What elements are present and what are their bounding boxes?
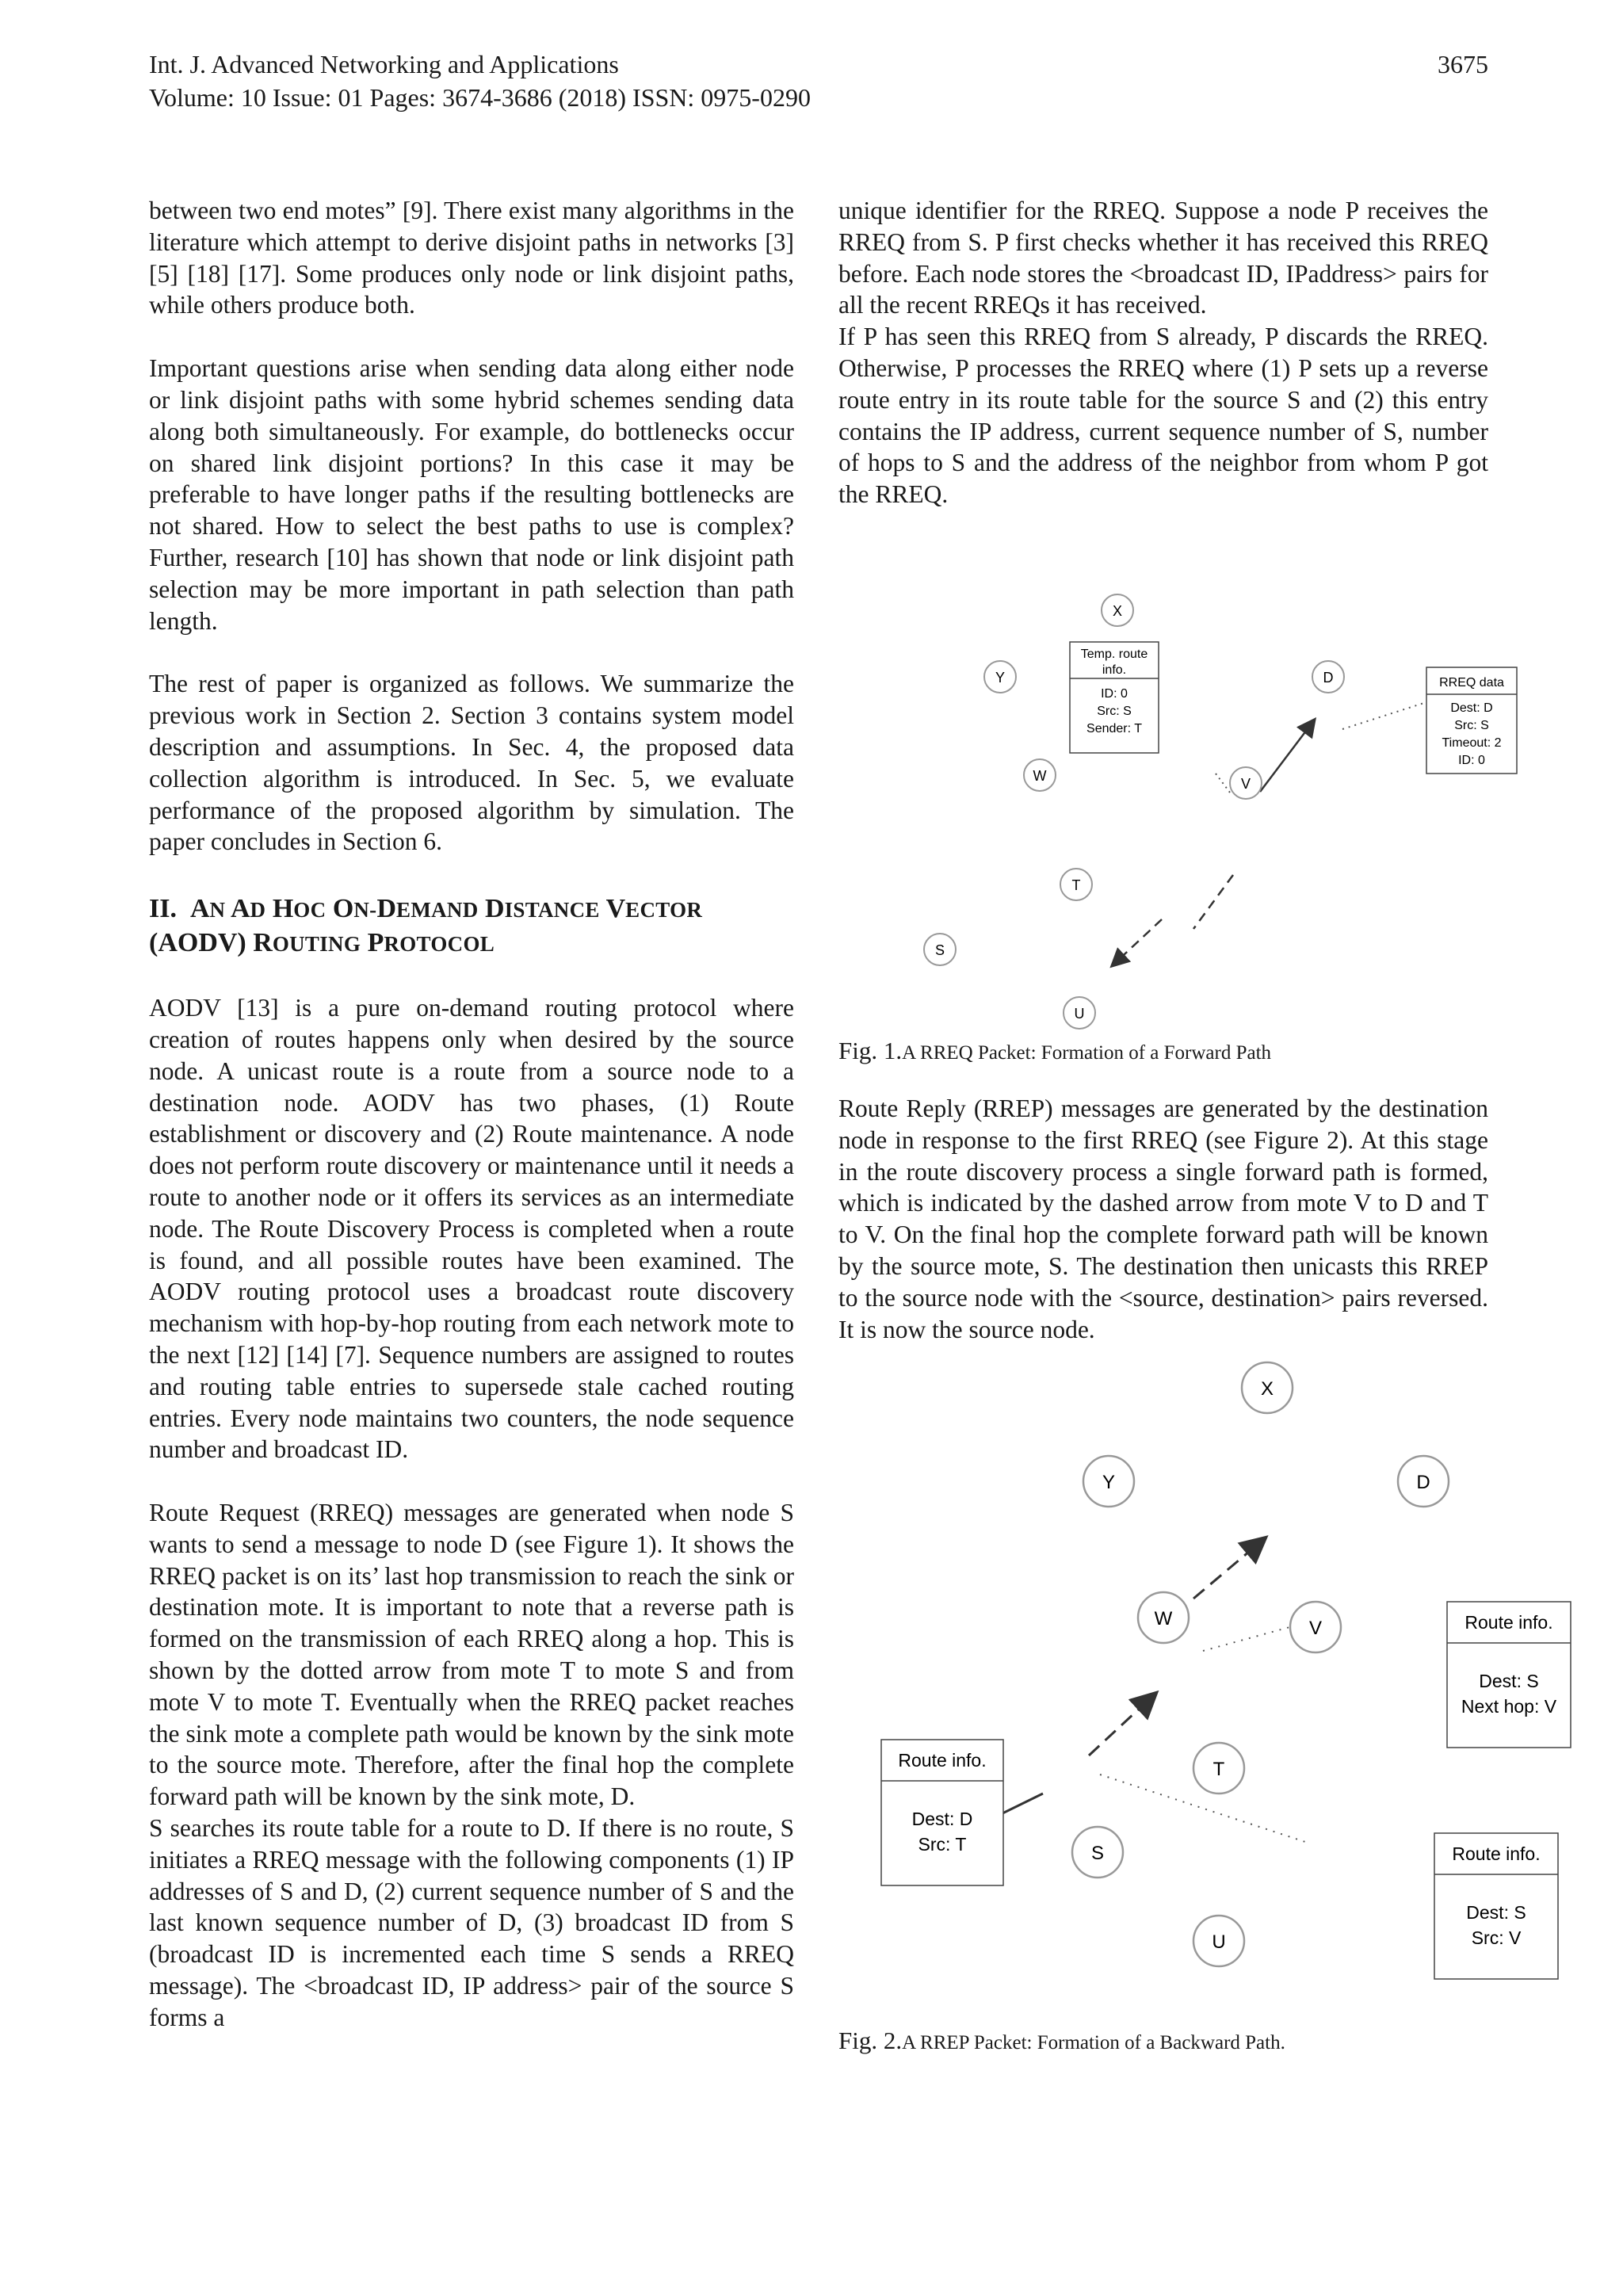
figure-2-caption: Fig. 2.A RREP Packet: Formation of a Backward Path.: [838, 2027, 1285, 2055]
svg-text:D: D: [1416, 1472, 1430, 1494]
svg-text:T: T: [1071, 877, 1081, 893]
node-t: [1060, 869, 1092, 900]
paragraph: S searches its route table for a route to D. If there is no route, S initiates a RREQ message with the following components (1) IP addresses of S and D, (2) current sequence number of S and the last known sequence number of D, (3) broadcast ID from S (broadcast ID is incremented each time S sends a RREQ message). The <broadcast ID, IP address> pair of the source S forms a: [149, 1814, 794, 2031]
paragraph: Route Request (RREQ) messages are generated when node S wants to send a message to node D (see Figure 1). It shows the RREQ packet is on its’ last hop transmission to reach the sink or destination mote. It is important to note that a reverse path is formed on the transmission of each RREQ along a hop. This is shown by the dotted arrow from mote T to mote S and from mote V to mote T. Eventually when the RREQ packet reaches the sink mote a complete path would be known by the sink mote to the source mote. Therefore, after the final hop the complete forward path will be known by the sink mote, D.: [149, 1499, 794, 1811]
node-d: [1312, 661, 1344, 693]
svg-text:T: T: [1212, 1759, 1225, 1781]
journal-volume: Volume: 10 Issue: 01 Pages: 3674-3686 (2018) ISSN: 0975-0290: [149, 83, 811, 112]
route-info-box-v: [1447, 1602, 1571, 1748]
svg-text:U: U: [1074, 1005, 1085, 1022]
svg-text:Sender: T: Sender: T: [1086, 721, 1142, 735]
svg-text:W: W: [1033, 767, 1047, 784]
arrow-v-to-t: [1193, 875, 1233, 929]
svg-text:X: X: [1112, 602, 1123, 619]
paragraph: Important questions arise when sending data along either node or link disjoint paths with some hybrid schemes sending data along both simultaneously. For example, do bottlenecks occur on shared link disjoint portions? In this case it may be preferable to have longer paths if the resulting bottlenecks are not shared. How to select the best paths to use is complex? Further, research [10] has shown that node or link disjoint path selection may be more important in path selection than path length.: [149, 354, 794, 635]
figure-2: [838, 1345, 1557, 2028]
node-v: [1230, 767, 1262, 799]
svg-text:Y: Y: [1102, 1472, 1116, 1494]
node-w: [1138, 1592, 1189, 1643]
svg-text:Temp. route: Temp. route: [1080, 647, 1148, 661]
journal-name: Int. J. Advanced Networking and Applications: [149, 50, 619, 78]
paragraph: unique identifier for the RREQ. Suppose a node P receives the RREQ from S. P first checks whether it has received this RREQ before. Each node stores the <broadcast ID, IPaddress> pairs for all the recent RREQs it has received.: [838, 197, 1488, 319]
dotted-connector: [1342, 702, 1426, 729]
node-v: [1290, 1602, 1341, 1652]
route-info-box-t: [1434, 1833, 1558, 1979]
rreq-data-box: [1426, 667, 1517, 774]
left-column: [149, 195, 794, 2034]
node-w: [1024, 759, 1056, 791]
route-info-box-s: [881, 1740, 1003, 1885]
page-number: 3675: [1438, 50, 1488, 78]
figure-1-caption: Fig. 1.A RREQ Packet: Formation of a Forward Path: [838, 1036, 1272, 1064]
paragraph: between two end motes” [9]. There exist many algorithms in the literature which attempt to derive disjoint paths in networks [3] [5] [18] [17]. Some produces only node or link disjoint paths, while others produce both.: [149, 197, 794, 319]
svg-text:ID: 0: ID: 0: [1458, 753, 1485, 767]
svg-text:S: S: [1090, 1843, 1105, 1865]
svg-text:V: V: [1240, 775, 1251, 792]
paragraph: Route Reply (RREP) messages are generated by the destination node in response to the first RREQ (see Figure 2). At this stage in the route discovery process a single forward path is formed, which is indicated by the dashed arrow from mote V to D and T to V. On the final hop the complete forward path will be known by the source mote, S. The destination then unicasts this RREP to the source node with the <source, destination> pairs reversed. It is now the source node.: [838, 1094, 1488, 1343]
svg-text:S: S: [934, 942, 945, 958]
svg-text:info.: info.: [1102, 663, 1127, 677]
svg-text:Dest: S: Dest: S: [1479, 1671, 1539, 1692]
temp-route-info-box: [1070, 642, 1159, 753]
arrow-v-to-d: [1193, 1538, 1265, 1599]
svg-text:Route info.: Route info.: [898, 1750, 987, 1771]
svg-text:Route info.: Route info.: [1465, 1612, 1553, 1633]
svg-text:U: U: [1212, 1931, 1226, 1954]
svg-text:RREQ data: RREQ data: [1439, 675, 1504, 690]
svg-text:Next hop: V: Next hop: V: [1461, 1696, 1557, 1717]
svg-text:Src: S: Src: S: [1097, 704, 1132, 718]
svg-text:Src: V: Src: V: [1471, 1927, 1522, 1949]
page-header: [149, 48, 1488, 114]
svg-text:ID: 0: ID: 0: [1101, 686, 1128, 701]
dotted-connector: [1216, 774, 1230, 793]
paragraph: The rest of paper is organized as follows. We summarize the previous work in Section 2. Section 3 contains system model description and assumptions. In Sec. 4, the proposed data collection algorithm is introduced. In Sec. 5, we evaluate performance of the proposed algorithm by simulation. The paper concludes in Section 6.: [149, 670, 794, 856]
svg-text:D: D: [1323, 669, 1334, 686]
svg-text:Dest: D: Dest: D: [911, 1809, 973, 1830]
figure-2-diagram: [838, 1345, 1557, 2028]
node-u: [1193, 1916, 1244, 1966]
svg-text:Src: T: Src: T: [918, 1834, 967, 1855]
node-u: [1064, 997, 1095, 1029]
paragraph: If P has seen this RREQ from S already, P discards the RREQ. Otherwise, P processes the RREQ where (1) P sets up a reverse route entry in its route table for the source S and (2) this entry contains the IP address, current sequence number of S, number of hops to S and the address of the neighbor from whom P got the RREQ.: [838, 323, 1488, 509]
arrow-t-to-s: [1113, 919, 1162, 965]
arrow-v-to-d: [1260, 720, 1314, 792]
figure-1: [838, 510, 1504, 1022]
right-column: [838, 195, 1557, 2059]
svg-text:Timeout: 2: Timeout: 2: [1442, 735, 1502, 750]
svg-text:Dest: S: Dest: S: [1466, 1902, 1526, 1924]
svg-text:Dest: D: Dest: D: [1450, 701, 1493, 715]
svg-text:Y: Y: [995, 669, 1006, 686]
section-heading: II. AN AD HOC ON-DEMAND DISTANCE VECTOR (AODV) ROUTING PROTOCOL: [149, 894, 703, 958]
svg-text:W: W: [1154, 1608, 1173, 1630]
svg-text:X: X: [1260, 1378, 1274, 1400]
node-s: [1072, 1827, 1123, 1878]
node-d: [1398, 1456, 1449, 1507]
paragraph: AODV [13] is a pure on-demand routing protocol where creation of routes happens only when desired by the source node. A unicast route is a route from a source node to a destination node. AODV has two phases, (1) Route establishment or discovery and (2) Route maintenance. A node does not perform route discovery or maintenance until it needs a route to another node or it offers its services as an intermediate node. The Route Discovery Process is completed when a route is found, and all possible routes have been examined. The AODV routing protocol uses a broadcast route discovery mechanism with hop-by-hop routing from each network mote to the next [12] [14] [7]. Sequence numbers are assigned to routes and routing table entries to supersede stale cached routing entries. Every node maintains two counters, the node sequence number and broadcast ID.: [149, 994, 794, 1464]
node-x: [1102, 594, 1133, 626]
figure-1-diagram: [838, 510, 1504, 1022]
node-y: [1083, 1456, 1134, 1507]
svg-text:Route info.: Route info.: [1452, 1843, 1541, 1865]
arrow-t-to-v: [1089, 1694, 1155, 1755]
node-t: [1193, 1743, 1244, 1794]
svg-text:Src: S: Src: S: [1454, 718, 1489, 732]
node-y: [984, 661, 1016, 693]
node-x: [1242, 1362, 1293, 1413]
svg-text:V: V: [1308, 1618, 1323, 1640]
node-s: [924, 934, 956, 965]
